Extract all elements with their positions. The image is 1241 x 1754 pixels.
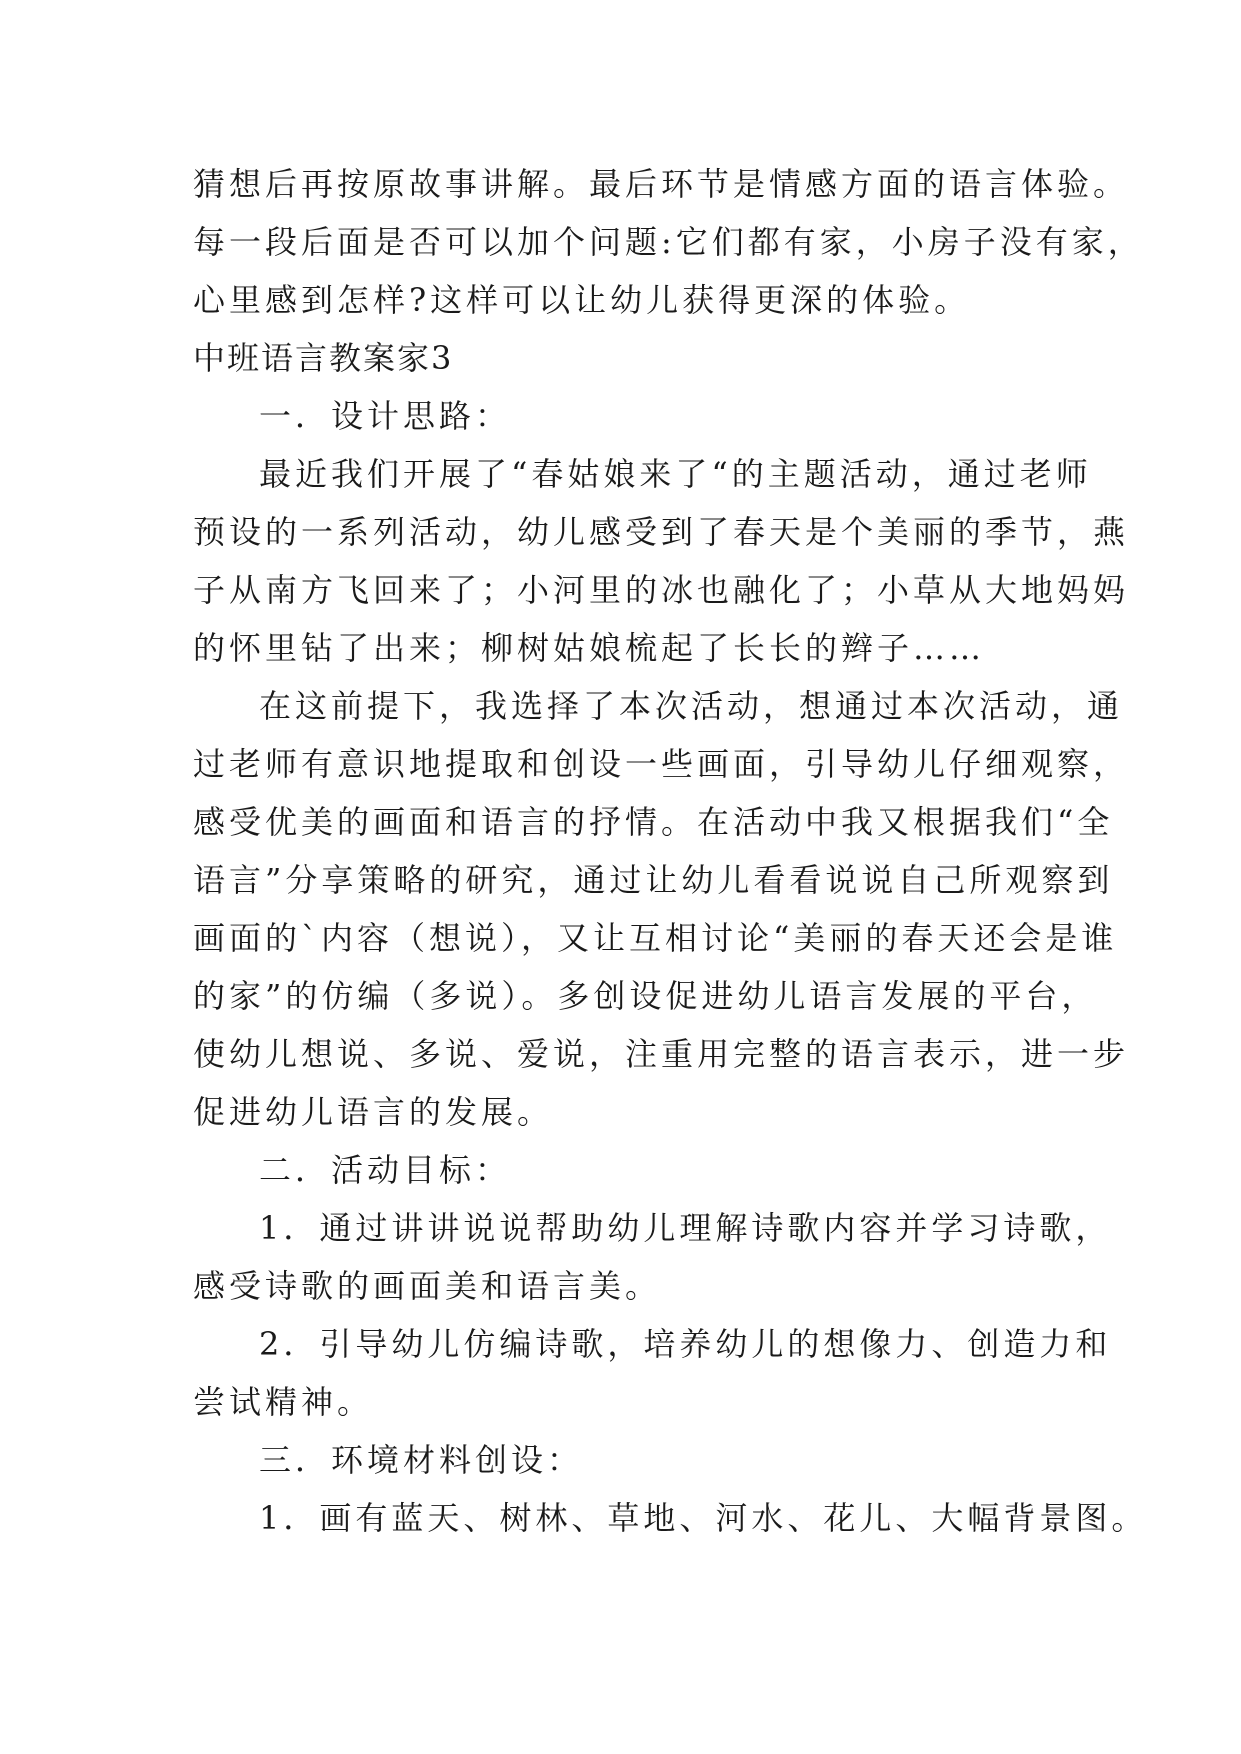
list-item: 1．画有蓝天、树林、草地、河水、花儿、大幅背景图。 <box>259 1499 1148 1537</box>
text-line: 的家”的仿编（多说）。多创设促进幼儿语言发展的平台， <box>193 977 1098 1015</box>
text-line: 子从南方飞回来了；小河里的冰也融化了；小草从大地妈妈 <box>193 571 1130 609</box>
text-line: 感受诗歌的画面美和语言美。 <box>193 1267 662 1305</box>
text-line: 心里感到怎样?这样可以让幼儿获得更深的体验。 <box>193 281 971 319</box>
document-body <box>193 155 1148 1547</box>
text-line: 画面的`内容（想说），又让互相讨论“美丽的春天还会是谁 <box>193 919 1118 957</box>
text-line: 过老师有意识地提取和创设一些画面，引导幼儿仔细观察， <box>193 745 1130 783</box>
text-line: 预设的一系列活动，幼儿感受到了春天是个美丽的季节，燕 <box>193 513 1130 551</box>
text-line: 尝试精神。 <box>193 1383 374 1421</box>
text-line: 每一段后面是否可以加个问题:它们都有家，小房子没有家， <box>193 223 1144 261</box>
text-line: 使幼儿想说、多说、爱说，注重用完整的语言表示，进一步 <box>193 1035 1130 1073</box>
list-item: 1．通过讲讲说说帮助幼儿理解诗歌内容并学习诗歌， <box>259 1209 1112 1247</box>
section-title: 中班语言教案家3 <box>193 339 454 377</box>
text-line: 在这前提下，我选择了本次活动，想通过本次活动，通 <box>259 687 1124 725</box>
text-line: 最近我们开展了“春姑娘来了“的主题活动，通过老师 <box>259 455 1092 493</box>
text-line: 感受优美的画面和语言的抒情。在活动中我又根据我们“全 <box>193 803 1114 841</box>
section-heading: 三．环境材料创设： <box>259 1441 584 1479</box>
text-line: 的怀里钻了出来；柳树姑娘梳起了长长的辫子…… <box>193 629 986 667</box>
section-heading: 二．活动目标： <box>259 1151 512 1189</box>
text-line: 促进幼儿语言的发展。 <box>193 1093 554 1131</box>
text-line: 语言”分享策略的研究，通过让幼儿看看说说自己所观察到 <box>193 861 1114 899</box>
list-item: 2．引导幼儿仿编诗歌，培养幼儿的想像力、创造力和 <box>259 1325 1112 1363</box>
text-line: 猜想后再按原故事讲解。最后环节是情感方面的语言体验。 <box>193 165 1130 203</box>
section-heading: 一．设计思路： <box>259 397 512 435</box>
